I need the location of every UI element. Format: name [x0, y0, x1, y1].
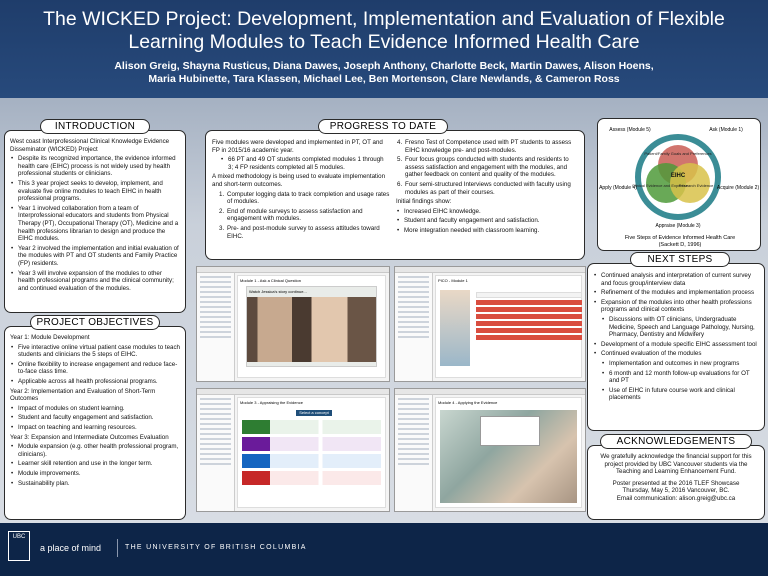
venn-left-label: Clinical Evidence and Expertise: [631, 183, 689, 188]
author-list: [0, 60, 768, 86]
screenshot-sidebar: [197, 273, 235, 381]
list-item: 1. Computer logging data to track completion and usage rates of modules.: [218, 191, 390, 206]
eihc-center-label: EIHC: [670, 173, 686, 179]
screenshot-title: Module 3 - Appraising the Evidence: [240, 400, 303, 405]
title-line-1: The WICKED Project: Development, Implementation and Evaluation of Flexible: [43, 8, 725, 30]
progress-findings-label: Initial findings show:: [396, 198, 452, 206]
objectives-year2-list: [10, 405, 180, 432]
venn-core-label: Patient/Family Goals and Preferences: [644, 151, 712, 156]
ubc-tagline: a place of mind: [40, 543, 102, 553]
poster-header: [0, 0, 768, 98]
list-item: • Applicable across all health professional programs.: [10, 378, 180, 386]
screenshot-title: PICO - Module 1: [438, 278, 468, 283]
poster-body: [0, 98, 768, 523]
progress-panel: [205, 130, 585, 260]
list-item: • Student and faculty engagement and satisfaction.: [396, 217, 576, 225]
list-item: • Learner skill retention and use in the longer term.: [10, 460, 180, 468]
list-item: • Five interactive online virtual patient case modules to teach students and clinicians the 5 steps of EIHC.: [10, 344, 180, 359]
list-item: • Module improvements.: [10, 470, 180, 478]
diagram-citation: (Sackett D, 1996): [658, 242, 702, 248]
list-item: • Impact on teaching and learning resources.: [10, 424, 180, 432]
progress-heading: PROGRESS TO DATE: [318, 119, 448, 134]
introduction-list: [10, 155, 180, 292]
pico-rows: [476, 292, 582, 342]
list-item: • Discussions with OT clinicians, Undergraduate Medicine, Speech and Language Pathology, Nursing, Pharmacy, Dentistry and Midwifery: [601, 316, 759, 339]
module-screenshot-concepts: [196, 388, 390, 512]
step-assess: Assess (Module 5): [609, 127, 651, 133]
diagram-caption: Five Steps of Evidence Informed Health Care: [624, 235, 736, 241]
video-still: [247, 297, 376, 362]
list-item: • Continued evaluation of the modules: [593, 350, 759, 358]
venn-right-label: Research Evidence: [678, 183, 714, 188]
objectives-year2: Year 2: Implementation and Evaluation of Short-Term Outcomes: [10, 387, 156, 403]
acknowledgements-panel: [587, 445, 765, 520]
poster-date: Thursday, May 5, 2016 Vancouver, BC.: [622, 487, 730, 495]
list-item: 5. Four focus groups conducted with students and residents to assess satisfaction and engagement with the modules, and gather feedback on content and quality of the modules.: [396, 156, 576, 179]
objectives-year3: Year 3: Expansion and Intermediate Outcomes Evaluation: [10, 433, 169, 441]
screenshot-sidebar: [395, 273, 433, 381]
acknowledgements-text: We gratefully acknowledge the financial support for this project provided by UBC Vancouver students via the Teaching and Learning Enhancement Fund.: [600, 453, 752, 476]
progress-mixed: A mixed methodology is being used to evaluate implementation and short-term outcomes.: [212, 173, 386, 188]
select-concept-box[interactable]: Select a concept: [296, 410, 332, 416]
progress-steps-left: [212, 191, 390, 241]
list-item: • Expansion of the modules into other health professions programs and clinical contexts: [593, 299, 759, 314]
step-appraise: Appraise (Module 3): [655, 223, 701, 229]
list-item: • This 3 year project seeks to develop, implement, and evaluate five online modules to teach EIHC in health professional programs.: [10, 180, 180, 203]
module-screenshot-video: [196, 266, 390, 382]
screenshot-sidebar: [395, 395, 433, 511]
objectives-year3-list: [10, 443, 180, 487]
step-apply: Apply (Module 4): [599, 185, 637, 191]
module-screenshot-pico: [394, 266, 586, 382]
screenshot-sidebar: [197, 395, 235, 511]
introduction-lead: West coast Interprofessional Clinical Knowledge Evidence Disseminator (WICKED) Project: [10, 138, 170, 153]
list-item: • Increased EIHC knowledge.: [396, 208, 576, 216]
list-item: • Despite its recognized importance, the evidence informed health care (EIHC) process is not widely used by health professional students or clinicians.: [10, 155, 180, 178]
list-item: • Module expansion (e.g. other health professional program, clinicians).: [10, 443, 180, 458]
step-ask: Ask (Module 1): [709, 127, 743, 133]
eihc-diagram-panel: [597, 118, 761, 251]
title-line-2: Learning Modules to Teach Evidence Informed Health Care: [128, 31, 640, 53]
progress-intro: Five modules were developed and implemented in PT, OT and FP in 2015/16 academic year.: [212, 139, 383, 154]
list-item: • Year 1 involved collaboration from a team of Interprofessional educators and students from Physical Therapy (PT), Occupational Therapy (OT), Medicine and a health professions librarian to design and produce the EIHC modules.: [10, 205, 180, 243]
concept-grid: [242, 420, 381, 488]
progress-left-column: [212, 139, 390, 242]
eihc-cycle-diagram: [598, 119, 761, 251]
list-item: • Student and faculty engagement and satisfaction.: [10, 414, 180, 422]
screenshot-content: [237, 397, 386, 508]
scenario-callout: [480, 416, 540, 446]
list-item: • Implementation and outcomes in new programs: [601, 360, 759, 368]
progress-intro-list: [212, 156, 390, 171]
list-item: 4. Fresno Test of Competence used with PT students to assess EIHC knowledge pre- and post-modules.: [396, 139, 576, 154]
next-steps-list-b: [593, 341, 759, 358]
list-item: • 6 month and 12 month follow-up evaluations for OT and PT: [601, 370, 759, 385]
authors-line-1: Alison Greig, Shayna Rusticus, Diana Dawes, Joseph Anthony, Charlotte Beck, Martin Dawes, Alison Hoens,: [114, 60, 654, 72]
list-item: • Impact of modules on student learning.: [10, 405, 180, 413]
introduction-panel: [4, 130, 186, 313]
ubc-crest-logo: UBC: [8, 531, 30, 561]
list-item: • 66 PT and 49 OT students completed modules 1 through 3; 4 FP residents completed all 5 modules.: [220, 156, 390, 171]
footer-divider: [117, 539, 118, 557]
screenshot-content: [435, 397, 582, 508]
list-item: • Year 3 will involve expansion of the modules to other health professional programs and the clinical community; and continued evaluation of the modules.: [10, 270, 180, 293]
list-item: • Use of EIHC in future course work and clinical placements: [601, 387, 759, 402]
screenshot-title: Module 1 - Ask a Clinical Question: [240, 278, 301, 283]
objectives-heading: PROJECT OBJECTIVES: [30, 315, 160, 330]
next-steps-heading: NEXT STEPS: [630, 252, 730, 267]
list-item: 2. End of module surveys to assess satisfaction and engagement with modules.: [218, 208, 390, 223]
screenshot-content: [435, 275, 582, 378]
video-frame: [246, 286, 377, 367]
objectives-year1-list: [10, 344, 180, 386]
poster-presented: Poster presented at the 2016 TLEF Showcase: [612, 479, 740, 487]
module-screenshot-classroom: [394, 388, 586, 512]
ubc-footer: [0, 523, 768, 576]
acknowledgements-heading: ACKNOWLEDGEMENTS: [600, 434, 752, 449]
video-caption: Watch Jessica's story continue...: [249, 289, 307, 294]
poster-title: [0, 0, 768, 54]
progress-right-column: [396, 139, 576, 237]
list-item: • More integration needed with classroom learning.: [396, 227, 576, 235]
student-photo: [440, 290, 470, 366]
list-item: • Development of a module specific EIHC assessment tool: [593, 341, 759, 349]
list-item: • Continued analysis and interpretation of current survey and focus group/interview data: [593, 272, 759, 287]
next-steps-panel: [587, 263, 765, 431]
next-steps-sub-a: [593, 316, 759, 339]
list-item: • Refinement of the modules and implementation process: [593, 289, 759, 297]
screenshot-content: [237, 275, 386, 378]
step-acquire: Acquire (Module 2): [716, 185, 760, 191]
screenshot-title: Module 4 - Applying the Evidence: [438, 400, 498, 405]
next-steps-sub-b: [593, 360, 759, 402]
objectives-panel: [4, 326, 186, 520]
next-steps-list-a: [593, 272, 759, 314]
progress-findings-list: [396, 208, 576, 235]
contact-email[interactable]: Email communication: alison.greig@ubc.ca: [616, 494, 736, 502]
ubc-university-name: THE UNIVERSITY OF BRITISH COLUMBIA: [125, 544, 307, 551]
list-item: • Year 2 involved the implementation and initial evaluation of the modules with PT and OT students and Family Practice (FP) residents.: [10, 245, 180, 268]
list-item: 6. Four semi-structured Interviews conducted with faculty using modules as part of their courses.: [396, 181, 576, 196]
authors-line-2: Maria Hubinette, Tara Klassen, Michael Lee, Ben Mortenson, Clare Newlands, & Cameron Ross: [148, 73, 620, 85]
progress-steps-right: [396, 139, 576, 196]
classroom-photo: [440, 410, 577, 503]
list-item: 3. Pre- and post-module survey to assess attitudes toward EIHC.: [218, 225, 390, 240]
introduction-heading: INTRODUCTION: [40, 119, 150, 134]
objectives-year1: Year 1: Module Development: [10, 334, 90, 341]
list-item: • Sustainability plan.: [10, 480, 180, 488]
list-item: • Online flexibility to increase engagement and reduce face-to-face class time.: [10, 361, 180, 376]
